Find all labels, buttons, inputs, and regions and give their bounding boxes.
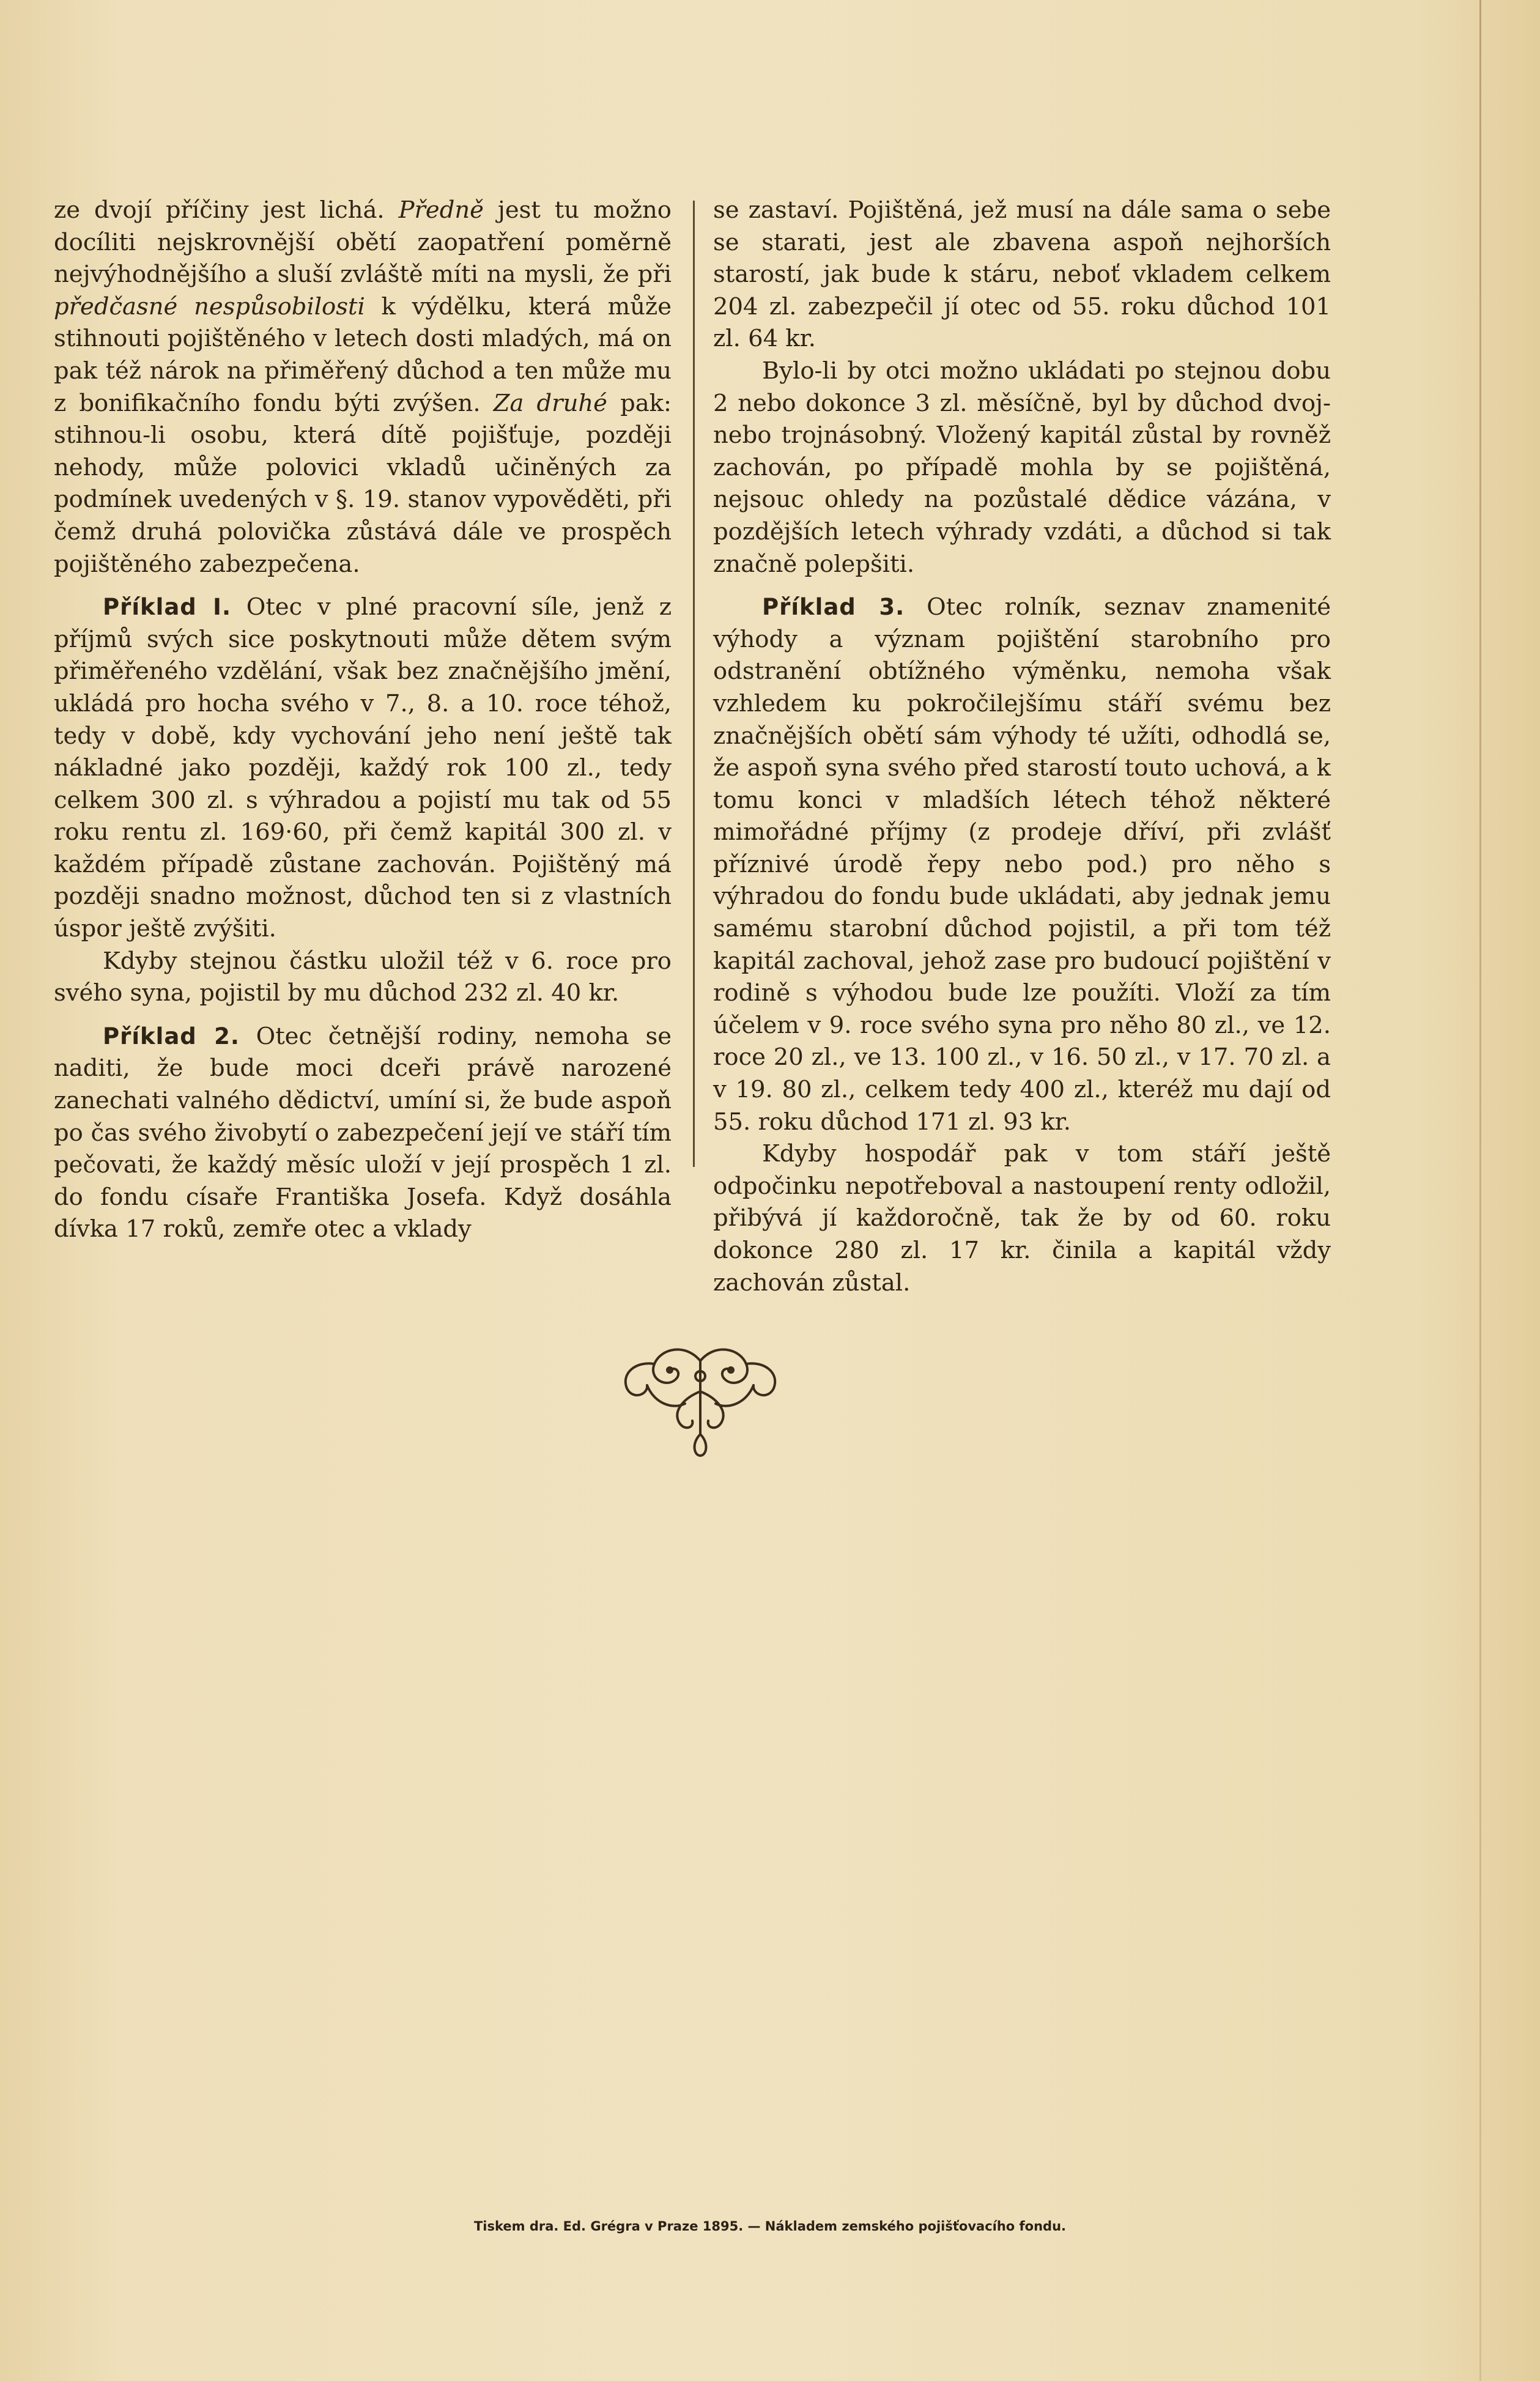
page-fold-line <box>1479 0 1481 2381</box>
column-divider <box>693 201 695 1167</box>
example-1-paragraph <box>54 591 672 946</box>
intro-emphasis-3: Za druhé <box>493 389 607 417</box>
example-2-paragraph <box>54 1021 672 1246</box>
intro-text-1: ze dvojí příčiny jest lichá. <box>54 196 399 224</box>
right-column <box>713 194 1331 1299</box>
example-3-text: Otec rolník, seznav znamenité výhody a význam pojištění starobního pro odstranění obtížného výměnku, nemoha však vzhledem ku pokročilejšímu stáří svému bez značnějších obětí sám výhody té užíti, odhodlá se, že aspoň syna svého před starostí touto uchová, a k tomu konci v mladších létech téhož některé mimořádné příjmy (z prodeje dříví, při zvlášť příznivé úrodě řepy nebo pod.) pro něho s výhradou do fondu bude ukládati, aby jednak jemu samému starobní důchod pojistil, a při tom též kapitál zachoval, jehož zase pro budoucí pojištění v rodině s výhodou bude lze použíti. Vloží za tím účelem v 9. roce svého syna pro něho 80 zl., ve 12. roce 20 zl., ve 13. 100 zl., v 16. 50 zl., v 17. 70 zl. a v 19. 80 zl., celkem tedy 400 zl., kteréž mu dají od 55. roku důchod 171 zl. 93 kr. <box>713 593 1331 1136</box>
intro-emphasis-2: předčasné nespůsobilosti <box>54 292 365 320</box>
left-column <box>54 194 672 1246</box>
intro-emphasis-1: Předně <box>398 196 484 224</box>
continuation-paragraph: se zastaví. Pojištěná, jež musí na dále sama o sebe se starati, jest ale zbavena aspoň nejhorších starostí, jak bude k stáru, neboť vkladem celkem 204 zl. zabezpečil jí otec od 55. roku důchod 101 zl. 64 kr. <box>713 196 1331 353</box>
example-3-paragraph <box>713 591 1331 1138</box>
floral-ornament-icon <box>612 1342 789 1459</box>
intro-text-3: k výdělku, která může stihnouti pojištěného v letech dosti mladých, má on pak též nárok na přiměřený důchod a ten může mu z bonifikačního fondu býti zvýšen. <box>54 292 672 417</box>
example-2-text: Otec četnější rodiny, nemoha se naditi, že bude moci dceři právě narozené zanechati valného dědictví, umíní si, že bude aspoň po čas svého živobytí o zabezpečení její ve stáří tím pečovati, že každý měsíc uloží v její prospěch 1 zl. do fondu císaře Františka Josefa. Když dosáhla dívka 17 roků, zemře otec a vklady <box>54 1022 672 1243</box>
example-2-heading: Příklad 2. <box>103 1023 240 1050</box>
example-1-heading: Příklad I. <box>103 594 232 621</box>
example-3-heading: Příklad 3. <box>762 594 905 621</box>
example-1-text: Otec v plné pracovní síle, jenž z příjmů svých sice poskytnouti může dětem svým přiměřeného vzdělání, však bez značnějšího jmění, ukládá pro hocha svého v 7., 8. a 10. roce téhož, tedy v době, kdy vychování jeho není ještě tak nákladné jako později, každý rok 100 zl., tedy celkem 300 zl. s výhradou a pojistí mu tak od 55 roku rentu zl. 169·60, při čemž kapitál 300 zl. v každém případě zůstane zachován. Pojištěný má později snadno možnost, důchod ten si z vlastních úspor ještě zvýšiti. <box>54 593 672 943</box>
example-1-followup: Kdyby stejnou částku uložil též v 6. roce pro svého syna, pojistil by mu důchod 232 zl. 40 kr. <box>54 947 672 1007</box>
intro-text-2: jest tu možno docíliti nejskrovnější obětí zaopatření poměrně nejvýhodnějšího a sluší zvláště míti na mysli, že při <box>54 196 672 289</box>
printer-imprint: Tiskem dra. Ed. Grégra v Praze 1895. — Nákladem zemského pojišťovacího fondu. <box>473 2219 1067 2234</box>
closing-paragraph: Kdyby hospodář pak v tom stáří ještě odpočinku nepotřeboval a nastoupení renty odložil, přibývá jí každoročně, tak že by od 60. roku dokonce 280 zl. 17 kr. činila a kapitál vždy zachován zůstal. <box>713 1140 1331 1297</box>
multiplier-paragraph: Bylo-li by otci možno ukládati po stejnou dobu 2 nebo dokonce 3 zl. měsíčně, byl by důchod dvoj- nebo trojnásobný. Vložený kapitál zůstal by rovněž zachován, po případě mohla by se pojištěná, nejsouc ohledy na pozůstalé dědice vázána, v pozdějších letech výhrady vzdáti, a důchod si tak značně polepšiti. <box>713 357 1331 578</box>
intro-paragraph <box>54 194 672 580</box>
text-columns <box>54 194 1363 1297</box>
intro-text-4: pak: stihnou-li osobu, která dítě pojišťuje, později nehody, může polovici vkladů učiněných za podmínek uvedených v §. 19. stanov vypověděti, při čemž druhá polovička zůstává dále ve prospěch pojištěného zabezpečena. <box>54 389 672 578</box>
